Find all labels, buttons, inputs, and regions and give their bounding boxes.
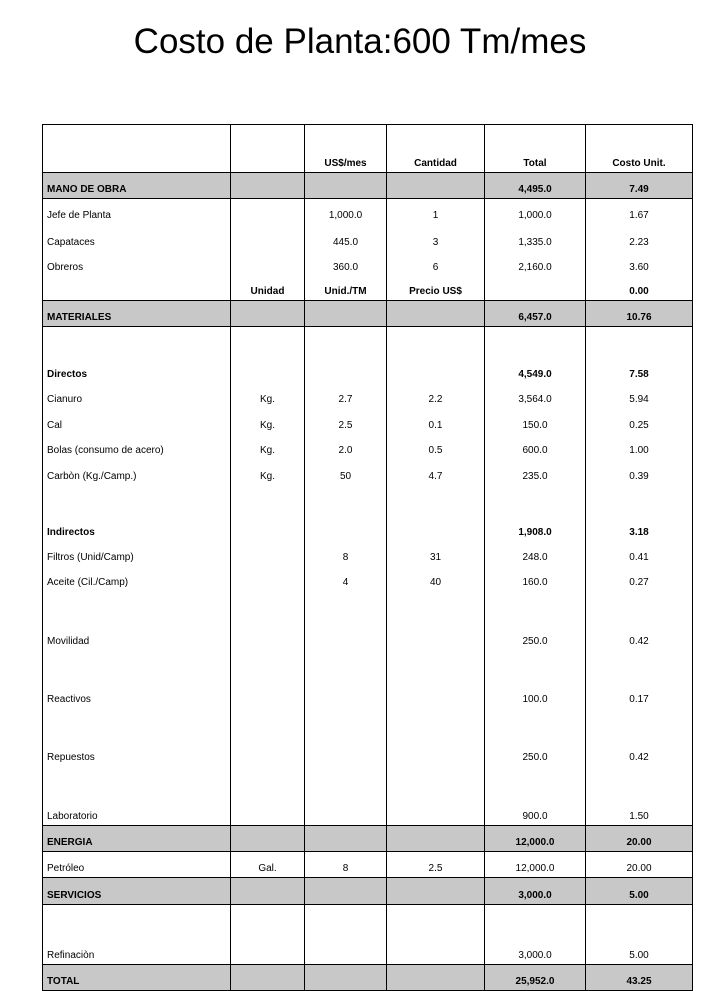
cell-quantity	[387, 905, 485, 965]
table-row	[43, 224, 693, 251]
cell-quantity: 2.5	[387, 852, 485, 878]
table-row	[43, 251, 693, 276]
cell-quantity: 40	[387, 566, 485, 591]
cell-total: 25,952.0	[485, 965, 586, 991]
cell-quantity: 4.7	[387, 459, 485, 485]
cell-total: 235.0	[485, 459, 586, 485]
cell-total: 900.0	[485, 766, 586, 826]
cell-usd-month	[305, 766, 387, 826]
cell-unit-cost: 0.42	[586, 591, 693, 650]
cell-unit	[231, 566, 305, 591]
cell-unit-cost: 0.00	[586, 276, 693, 301]
cell-quantity	[387, 965, 485, 991]
cell-total: 1,335.0	[485, 224, 586, 251]
cell-unit-cost: 2.23	[586, 224, 693, 251]
cell-concept: Cal	[43, 408, 231, 434]
cell-concept: MATERIALES	[43, 301, 231, 327]
header-cell-quantity: Cantidad	[387, 125, 485, 173]
cell-concept: Obreros	[43, 251, 231, 276]
cell-unit-cost: 0.17	[586, 650, 693, 708]
cell-total: 2,160.0	[485, 251, 586, 276]
cell-total: 1,000.0	[485, 199, 586, 225]
cell-concept: SERVICIOS	[43, 878, 231, 905]
cell-unit: Unidad	[231, 276, 305, 301]
cell-total: 12,000.0	[485, 852, 586, 878]
cell-quantity	[387, 708, 485, 766]
cell-concept: Refinaciòn	[43, 905, 231, 965]
table-row	[43, 434, 693, 459]
cell-unit: Kg.	[231, 383, 305, 408]
cell-usd-month: 445.0	[305, 224, 387, 251]
cell-quantity: 31	[387, 541, 485, 566]
cell-unit	[231, 485, 305, 541]
cell-unit	[231, 224, 305, 251]
cell-unit-cost: 1.00	[586, 434, 693, 459]
cell-usd-month	[305, 905, 387, 965]
cell-quantity	[387, 766, 485, 826]
cell-unit-cost: 3.18	[586, 485, 693, 541]
table-row	[43, 852, 693, 878]
cell-unit	[231, 251, 305, 276]
cell-quantity	[387, 826, 485, 852]
header-cell-total: Total	[485, 125, 586, 173]
cell-quantity	[387, 485, 485, 541]
cell-usd-month: 2.7	[305, 383, 387, 408]
table-row	[43, 708, 693, 766]
section-row	[43, 878, 693, 905]
cell-unit	[231, 541, 305, 566]
cell-unit-cost: 5.00	[586, 905, 693, 965]
cell-concept: Laboratorio	[43, 766, 231, 826]
cell-usd-month	[305, 591, 387, 650]
cell-quantity: 2.2	[387, 383, 485, 408]
cell-usd-month: 4	[305, 566, 387, 591]
table-row	[43, 766, 693, 826]
table-row	[43, 905, 693, 965]
cell-concept: Filtros (Unid/Camp)	[43, 541, 231, 566]
cell-quantity	[387, 173, 485, 199]
cell-unit	[231, 591, 305, 650]
header-cell-unit	[231, 125, 305, 173]
cell-concept: Bolas (consumo de acero)	[43, 434, 231, 459]
cell-concept: Aceite (Cil./Camp)	[43, 566, 231, 591]
cell-unit-cost: 1.67	[586, 199, 693, 225]
cell-unit	[231, 199, 305, 225]
table-header-row	[43, 125, 693, 173]
cell-unit	[231, 766, 305, 826]
cell-concept: Petróleo	[43, 852, 231, 878]
cell-unit	[231, 905, 305, 965]
cell-unit	[231, 965, 305, 991]
cell-total: 3,000.0	[485, 905, 586, 965]
cell-usd-month: 2.0	[305, 434, 387, 459]
cell-usd-month	[305, 650, 387, 708]
cell-quantity	[387, 650, 485, 708]
cell-usd-month	[305, 327, 387, 384]
cell-unit-cost: 0.25	[586, 408, 693, 434]
cell-unit	[231, 878, 305, 905]
cell-total: 3,000.0	[485, 878, 586, 905]
cell-quantity	[387, 591, 485, 650]
cell-total: 12,000.0	[485, 826, 586, 852]
cell-total: 248.0	[485, 541, 586, 566]
cell-concept: Capataces	[43, 224, 231, 251]
cell-unit-cost: 20.00	[586, 826, 693, 852]
cell-total	[485, 276, 586, 301]
section-row	[43, 826, 693, 852]
cell-total: 250.0	[485, 591, 586, 650]
cell-unit-cost: 0.27	[586, 566, 693, 591]
cell-concept: Movilidad	[43, 591, 231, 650]
cell-unit-cost: 10.76	[586, 301, 693, 327]
cell-unit-cost: 0.41	[586, 541, 693, 566]
cell-unit-cost: 7.49	[586, 173, 693, 199]
cell-usd-month: 50	[305, 459, 387, 485]
table-row	[43, 591, 693, 650]
cell-unit-cost: 5.94	[586, 383, 693, 408]
header-cell-usd-month: US$/mes	[305, 125, 387, 173]
cell-unit: Kg.	[231, 459, 305, 485]
cell-concept: Reactivos	[43, 650, 231, 708]
cell-unit: Kg.	[231, 434, 305, 459]
cell-total: 100.0	[485, 650, 586, 708]
cell-total: 6,457.0	[485, 301, 586, 327]
cell-unit-cost: 1.50	[586, 766, 693, 826]
cell-usd-month	[305, 485, 387, 541]
cell-usd-month	[305, 826, 387, 852]
cell-total: 160.0	[485, 566, 586, 591]
cell-quantity: 3	[387, 224, 485, 251]
cell-unit	[231, 327, 305, 384]
cell-unit	[231, 650, 305, 708]
cell-unit	[231, 301, 305, 327]
page-title: Costo de Planta:600 Tm/mes	[133, 22, 587, 61]
cell-concept: TOTAL	[43, 965, 231, 991]
table-row	[43, 199, 693, 225]
cell-concept: Jefe de Planta	[43, 199, 231, 225]
cell-quantity: 0.5	[387, 434, 485, 459]
cell-usd-month	[305, 708, 387, 766]
table-row	[43, 383, 693, 408]
cell-quantity: 0.1	[387, 408, 485, 434]
cell-usd-month: 1,000.0	[305, 199, 387, 225]
cell-usd-month	[305, 173, 387, 199]
cell-total: 250.0	[485, 708, 586, 766]
cell-total: 1,908.0	[485, 485, 586, 541]
cell-usd-month	[305, 965, 387, 991]
cost-table	[42, 124, 693, 991]
cell-unit-cost: 7.58	[586, 327, 693, 384]
cell-total: 4,495.0	[485, 173, 586, 199]
subsection-row	[43, 327, 693, 384]
cell-total: 150.0	[485, 408, 586, 434]
table-row	[43, 650, 693, 708]
header-cell-unit-cost: Costo Unit.	[586, 125, 693, 173]
cell-usd-month: 8	[305, 852, 387, 878]
cell-concept: Indirectos	[43, 485, 231, 541]
cell-quantity: Precio US$	[387, 276, 485, 301]
cell-concept	[43, 276, 231, 301]
cell-concept: Carbòn (Kg./Camp.)	[43, 459, 231, 485]
cell-unit: Kg.	[231, 408, 305, 434]
cell-unit-cost: 3.60	[586, 251, 693, 276]
cell-concept: MANO DE OBRA	[43, 173, 231, 199]
cell-usd-month	[305, 301, 387, 327]
cell-usd-month	[305, 878, 387, 905]
cell-quantity: 1	[387, 199, 485, 225]
cell-quantity: 6	[387, 251, 485, 276]
table-row	[43, 566, 693, 591]
cell-total: 3,564.0	[485, 383, 586, 408]
cost-table-body	[43, 125, 693, 991]
cell-unit: Gal.	[231, 852, 305, 878]
cell-usd-month: 2.5	[305, 408, 387, 434]
subsection-row	[43, 485, 693, 541]
cell-unit-cost: 0.42	[586, 708, 693, 766]
cell-concept: Directos	[43, 327, 231, 384]
cell-unit	[231, 708, 305, 766]
cell-usd-month: 360.0	[305, 251, 387, 276]
cell-unit-cost: 43.25	[586, 965, 693, 991]
cell-unit-cost: 20.00	[586, 852, 693, 878]
subsection-row	[43, 276, 693, 301]
cell-unit	[231, 826, 305, 852]
table-row	[43, 408, 693, 434]
header-cell-concept	[43, 125, 231, 173]
table-row	[43, 541, 693, 566]
cell-concept: Repuestos	[43, 708, 231, 766]
cell-quantity	[387, 878, 485, 905]
cell-unit-cost: 5.00	[586, 878, 693, 905]
cell-total: 4,549.0	[485, 327, 586, 384]
cell-usd-month: 8	[305, 541, 387, 566]
cell-unit-cost: 0.39	[586, 459, 693, 485]
cell-concept: Cianuro	[43, 383, 231, 408]
cell-quantity	[387, 327, 485, 384]
cell-usd-month: Unid./TM	[305, 276, 387, 301]
table-row	[43, 459, 693, 485]
section-row	[43, 173, 693, 199]
section-row	[43, 965, 693, 991]
section-row	[43, 301, 693, 327]
cell-concept: ENERGIA	[43, 826, 231, 852]
cell-unit	[231, 173, 305, 199]
cell-total: 600.0	[485, 434, 586, 459]
cell-quantity	[387, 301, 485, 327]
